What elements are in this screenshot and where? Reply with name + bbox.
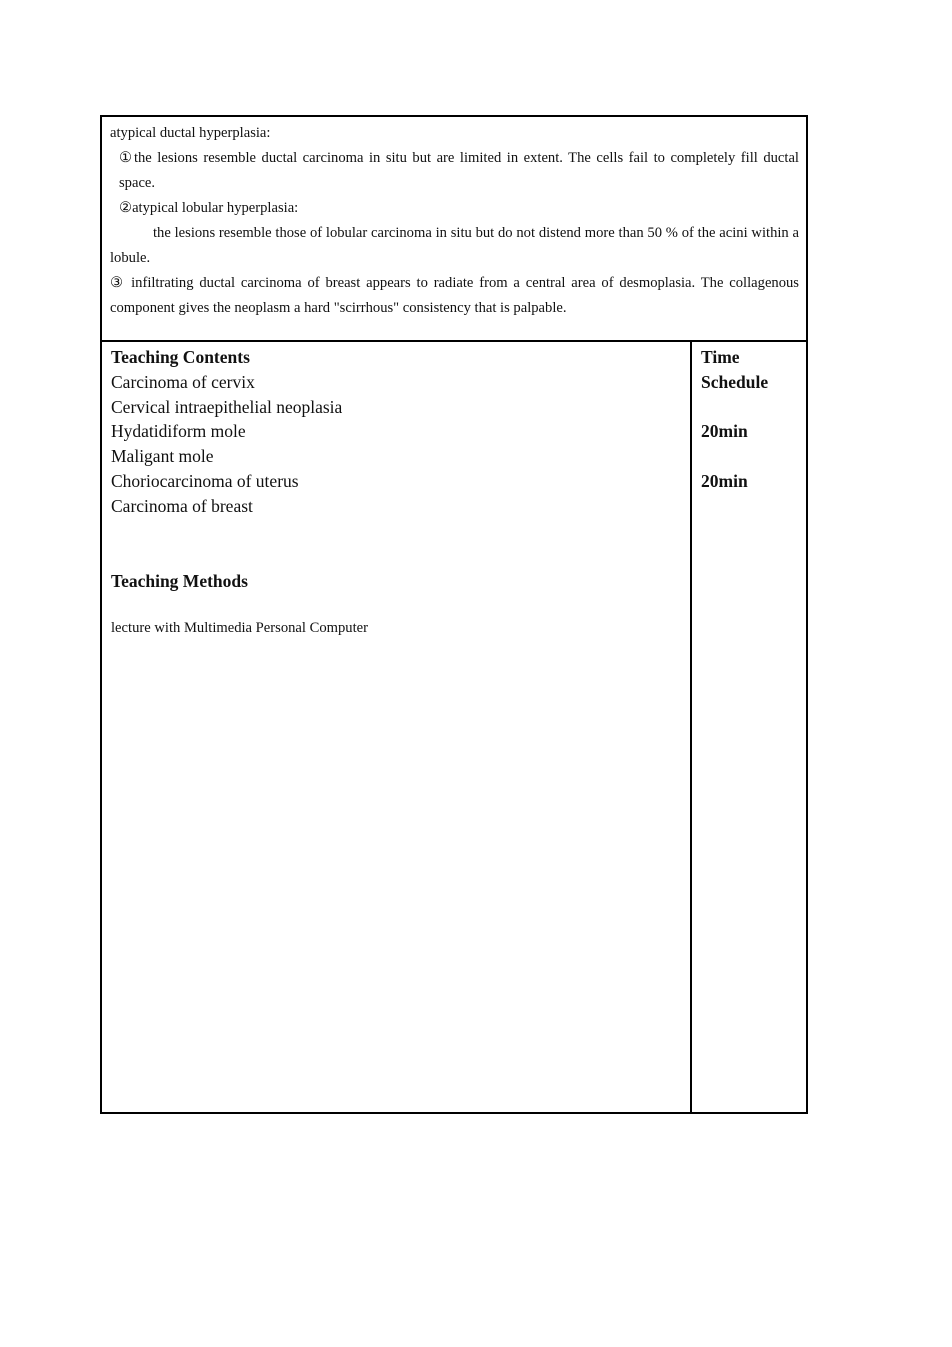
teaching-contents-cell	[102, 342, 692, 1112]
time-schedule-heading-schedule: Schedule	[701, 371, 769, 392]
lesson-plan-table	[100, 115, 808, 1114]
time-schedule-cell	[692, 342, 806, 1112]
note-atypical-ductal-description: ①the lesions resemble ductal carcinoma in situ but are limited in extent. The cells fail to completely fill ductal space.	[119, 150, 799, 191]
content-item: Carcinoma of breast	[111, 495, 253, 516]
note-atypical-lobular-description: the lesions resemble those of lobular carcinoma in situ but do not distend more than 50 % of the acini within a lobule.	[110, 225, 799, 266]
time-entry: 20min	[701, 421, 748, 442]
content-item: Hydatidiform mole	[111, 421, 246, 442]
note-atypical-lobular-heading: ②atypical lobular hyperplasia:	[119, 200, 299, 216]
teaching-methods-heading: Teaching Methods	[111, 570, 248, 591]
pathology-notes-cell	[102, 117, 806, 342]
content-item: Maligant mole	[111, 446, 214, 467]
time-spacer	[701, 395, 806, 420]
time-spacer	[701, 444, 806, 469]
note-atypical-ductal-heading: atypical ductal hyperplasia:	[110, 125, 271, 141]
teaching-contents-heading: Teaching Contents	[111, 347, 250, 367]
teaching-methods-text: lecture with Multimedia Personal Computer	[111, 620, 368, 637]
note-infiltrating-ductal-carcinoma: ③ infiltrating ductal carcinoma of breast appears to radiate from a central area of desmoplasia. The collagenous component gives the neoplasm a hard "scirrhous" consistency that is palpable.	[110, 275, 799, 316]
content-item: Cervical intraepithelial neoplasia	[111, 396, 343, 417]
content-item: Carcinoma of cervix	[111, 371, 255, 392]
time-schedule-heading-time: Time	[701, 347, 740, 367]
content-item: Choriocarcinoma of uterus	[111, 470, 299, 491]
time-entry: 20min	[701, 470, 748, 491]
